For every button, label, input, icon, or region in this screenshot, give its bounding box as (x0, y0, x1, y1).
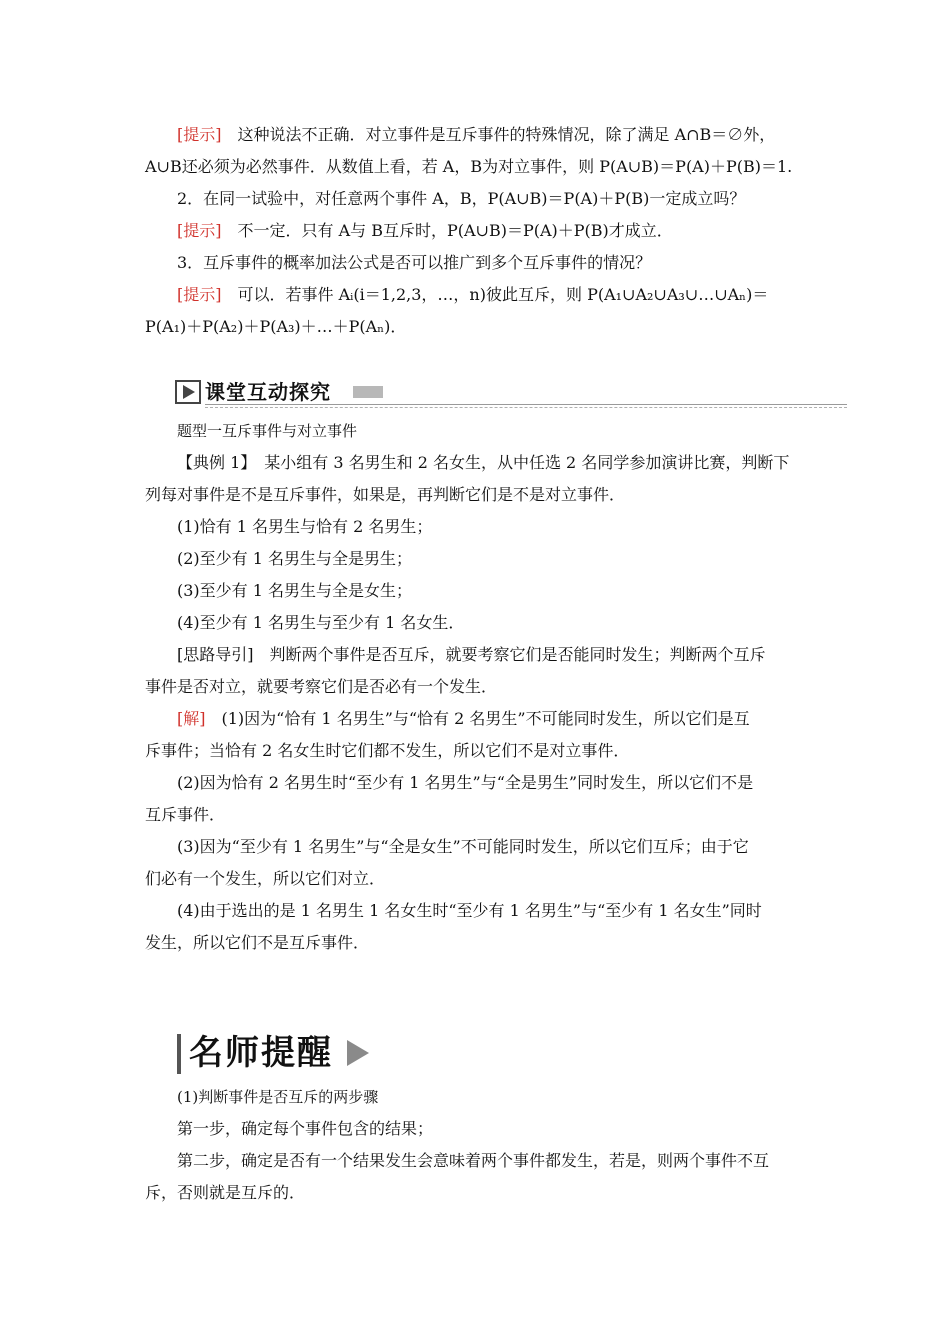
hint-tag: [提示] (177, 285, 222, 304)
example-line-2: 列每对事件是不是互斥事件，如果是，再判断它们是不是对立事件． (145, 485, 626, 504)
solution-line-5: (3)因为“至少有 1 名男生”与“全是女生”不可能同时发生，所以它们互斥；由于它 (177, 837, 749, 856)
section-rule (205, 404, 847, 405)
hint-line-3 (177, 220, 673, 242)
example-item-2: (2)至少有 1 名男生与全是男生； (177, 549, 413, 568)
tip-line-2: 第一步，确定每个事件包含的结果； (177, 1119, 434, 1138)
hint-text: 不一定．只有 A与 B互斥时，P(A∪B)＝P(A)＋P(B)才成立． (221, 221, 673, 240)
hint-tag: [提示] (177, 125, 222, 144)
hint-tag: [提示] (177, 221, 222, 240)
play-arrow-box-icon (175, 380, 201, 404)
section-rule-dashed (205, 407, 847, 408)
hint-text: 可以．若事件 Aᵢ(i＝1,2,3，…，n)彼此互斥，则 P(A₁∪A₂∪A₃∪…∪Aₙ)＝ (221, 285, 769, 304)
solution-line-3: (2)因为恰有 2 名男生时“至少有 1 名男生”与“全是男生”同时发生，所以它们不是 (177, 773, 754, 792)
hint-line-5: P(A₁)＋P(A₂)＋P(A₃)＋…＋P(Aₙ)． (145, 317, 407, 336)
question-2: 2．在同一试验中，对任意两个事件 A，B，P(A∪B)＝P(A)＋P(B)一定成立吗？ (177, 189, 746, 208)
question-3: 3．互斥事件的概率加法公式是否可以推广到多个互斥事件的情况？ (177, 253, 652, 272)
triangle-arrow-icon (347, 1040, 369, 1066)
solution-line-2: 斥事件；当恰有 2 名女生时它们都不发生，所以它们不是对立事件． (145, 741, 630, 760)
hint-line-2: A∪B还必须为必然事件．从数值上看，若 A，B为对立事件，则 P(A∪B)＝P(A)＋P(B)＝1. (145, 157, 793, 176)
hint-line-4 (177, 284, 768, 306)
section-header (175, 378, 847, 406)
guide-line-2: 事件是否对立，就要考察它们是否必有一个发生． (145, 677, 498, 696)
guide-line-1: [思路导引] 判断两个事件是否互斥，就要考察它们是否能同时发生；判断两个互斥 (177, 645, 766, 664)
solution-line-7: (4)由于选出的是 1 名男生 1 名女生时“至少有 1 名男生”与“至少有 1 名女生”同时 (177, 901, 762, 920)
topic-title: 题型一互斥事件与对立事件 (177, 422, 358, 440)
solution-text: (1)因为“恰有 1 名男生”与“恰有 2 名男生”不可能同时发生，所以它们是互 (205, 709, 750, 728)
tip-title: 名师提醒 (189, 1033, 333, 1073)
solution-tag: [解] (177, 709, 206, 728)
section-title-bar (353, 386, 383, 398)
tip-line-3: 第二步，确定是否有一个结果发生会意味着两个事件都发生，若是，则两个事件不互 (177, 1151, 770, 1170)
example-item-1: (1)恰有 1 名男生与恰有 2 名男生； (177, 517, 433, 536)
solution-line-4: 互斥事件． (145, 805, 226, 824)
example-line-1: 【典例 1】 某小组有 3 名男生和 2 名女生，从中任选 2 名同学参加演讲比赛，判断下 (177, 453, 790, 472)
solution-line-1 (177, 708, 750, 730)
section-title: 课堂互动探究 (205, 380, 331, 404)
example-item-4: (4)至少有 1 名男生与至少有 1 名女生． (177, 613, 465, 632)
solution-line-8: 发生，所以它们不是互斥事件． (145, 933, 370, 952)
hint-text: 这种说法不正确．对立事件是互斥事件的特殊情况，除了满足 A∩B＝∅外， (221, 125, 776, 144)
tip-line-4: 斥，否则就是互斥的． (145, 1183, 306, 1202)
solution-line-6: 们必有一个发生，所以它们对立． (145, 869, 386, 888)
tip-bar (177, 1034, 181, 1074)
hint-line-1 (177, 124, 775, 146)
tip-line-1: (1)判断事件是否互斥的两步骤 (177, 1088, 379, 1106)
example-item-3: (3)至少有 1 名男生与全是女生； (177, 581, 413, 600)
